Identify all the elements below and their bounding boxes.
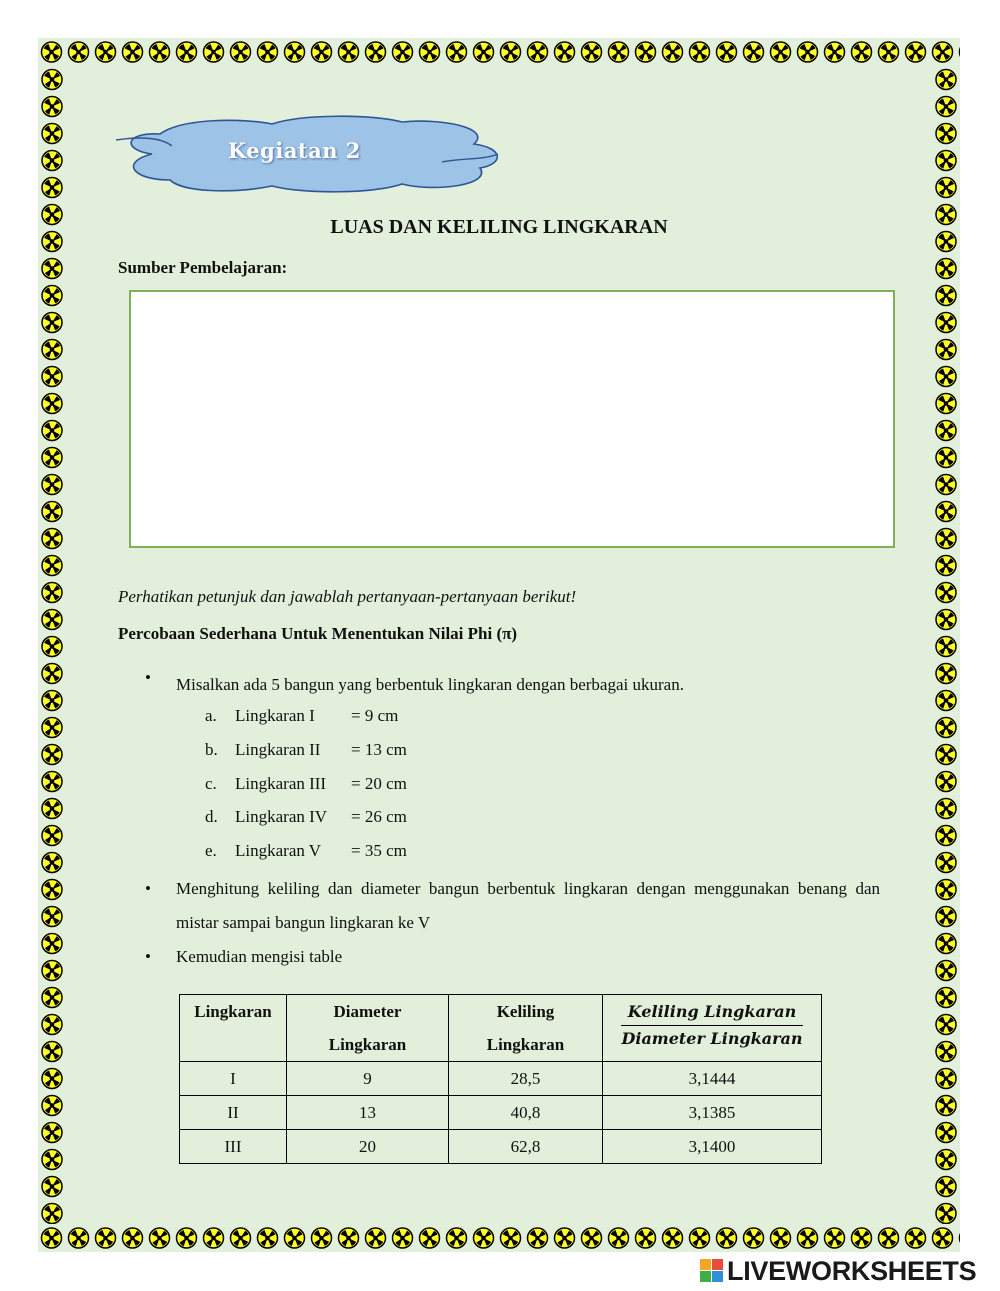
- circle-item: [205, 774, 407, 794]
- cell-ratio: 3,1444: [603, 1062, 822, 1096]
- experiment-subtitle: Percobaan Sederhana Untuk Menentukan Nilai Phi (π): [118, 624, 518, 643]
- border-right: [932, 66, 960, 1224]
- bullet-text-3: Kemudian mengisi table: [176, 947, 343, 966]
- circle-size: = 13 cm: [351, 740, 407, 759]
- circle-name: Lingkaran I: [235, 706, 315, 725]
- bullet-icon: •: [145, 879, 151, 898]
- circle-name: Lingkaran III: [235, 774, 327, 793]
- cell-lingkaran: I: [180, 1062, 287, 1096]
- item-marker: e.: [205, 841, 217, 860]
- learning-source-label: Sumber Pembelajaran:: [118, 258, 288, 277]
- item-marker: b.: [205, 740, 218, 759]
- circle-item: [205, 841, 407, 861]
- cell-lingkaran: III: [180, 1130, 287, 1164]
- item-marker: c.: [205, 774, 217, 793]
- item-marker: a.: [205, 706, 217, 725]
- bullet-text-1: Misalkan ada 5 bangun yang berbentuk lingkaran dengan berbagai ukuran.: [176, 675, 684, 694]
- table-header-row: [180, 995, 822, 1062]
- circle-item: [205, 706, 399, 726]
- circle-size: = 26 cm: [351, 807, 407, 826]
- circle-name: Lingkaran II: [235, 740, 321, 759]
- worksheet-page: [38, 38, 960, 1252]
- cell-keliling: 40,8: [449, 1096, 603, 1130]
- border-top: [38, 38, 960, 66]
- cell-keliling: 28,5: [449, 1062, 603, 1096]
- item-marker: d.: [205, 807, 218, 826]
- circle-size: = 9 cm: [351, 706, 399, 725]
- circle-name: Lingkaran V: [235, 841, 322, 860]
- header-lingkaran: Lingkaran: [180, 995, 287, 1062]
- circle-size: = 20 cm: [351, 774, 407, 793]
- activity-badge: Kegiatan 2: [228, 138, 361, 163]
- header-diameter: Diameter Lingkaran: [287, 995, 449, 1062]
- bullet-text-2: Menghitung keliling dan diameter bangun berbentuk lingkaran dengan menggunakan benang dan mistar sampai bangun lingkaran ke V: [176, 879, 880, 932]
- liveworksheets-watermark: LIVEWORKSHEETS: [700, 1256, 976, 1286]
- border-bottom: [38, 1224, 960, 1252]
- circle-item: [205, 807, 407, 827]
- page-title: LUAS DAN KELILING LINGKARAN: [330, 216, 668, 238]
- header-keliling: Keliling Lingkaran: [449, 995, 603, 1062]
- cell-ratio: 3,1385: [603, 1096, 822, 1130]
- pi-table: [179, 994, 822, 1164]
- circle-item: [205, 740, 407, 760]
- table-row: [180, 1130, 822, 1164]
- ratio-fraction: $\frac{\text{Keliling Lingkaran}}{\text{Diameter Lingkaran}}$: [621, 1002, 803, 1048]
- bullet-icon: •: [145, 947, 151, 966]
- cell-diameter: 13: [287, 1096, 449, 1130]
- cell-ratio: 3,1400: [603, 1130, 822, 1164]
- table-row: [180, 1062, 822, 1096]
- table-row: [180, 1096, 822, 1130]
- bullet-icon: •: [145, 668, 151, 687]
- liveworksheets-logo-icon: [700, 1259, 724, 1283]
- circle-name: Lingkaran IV: [235, 807, 328, 826]
- border-left: [38, 66, 66, 1224]
- header-ratio: [603, 995, 822, 1062]
- circle-size: = 35 cm: [351, 841, 407, 860]
- learning-source-media: [129, 290, 895, 548]
- cell-diameter: 9: [287, 1062, 449, 1096]
- cell-keliling: 62,8: [449, 1130, 603, 1164]
- cell-lingkaran: II: [180, 1096, 287, 1130]
- cell-diameter: 20: [287, 1130, 449, 1164]
- instruction-text: Perhatikan petunjuk dan jawablah pertanyaan-pertanyaan berikut!: [118, 587, 577, 606]
